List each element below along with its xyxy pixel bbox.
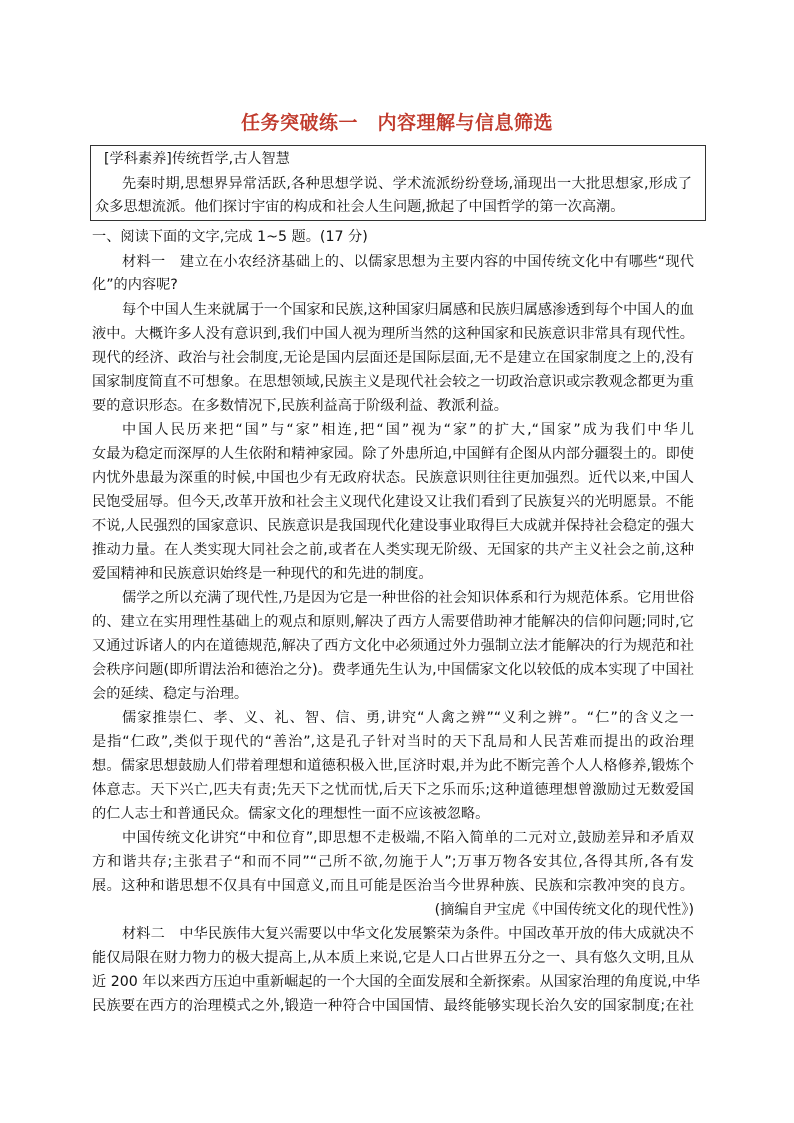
box-text-line: 先秦时期,思想界异常活跃,各种思想学说、学术流派纷纷登场,涌现出一大批思想家,形成了: [122, 176, 692, 192]
body-text-line: 的仁人志士和普通民众。儒家文化的理想性一面不应该被忽略。: [92, 806, 490, 822]
body-text-line: 展。这种和谐思想不仅具有中国意义,而且可能是医治当今世界种族、民族和宗教冲突的良方。: [92, 878, 694, 894]
body-text-line: 体意志。天下兴亡,匹夫有责;先天下之忧而忧,后天下之乐而乐;这种道德理想曾激励过无数爱国: [92, 782, 694, 798]
body-text-line: 能仅局限在财力物力的极大提高上,从本质上来说,它是人口占世界五分之一、具有悠久文明,且从: [92, 950, 694, 966]
body-text-line: 会的延续、稳定与治理。: [92, 686, 249, 702]
body-text-line: 国家制度简直不可想象。在思想领域,民族主义是现代社会较之一切政治意识或宗教观念都更为重: [92, 374, 694, 390]
body-text-line: 化”的内容呢?: [92, 277, 178, 293]
body-text-line: 爱国精神和民族意识始终是一种现代的和先进的制度。: [92, 566, 433, 582]
page-title: 任务突破练一 内容理解与信息筛选: [240, 112, 553, 134]
question-instruction: 一、阅读下面的文字,完成 1~5 题。(17 分): [92, 229, 368, 245]
body-text-line: 会秩序问题(即所谓法治和德治之分)。费孝通先生认为,中国儒家文化以较低的成本实现了中国社: [92, 662, 694, 678]
body-text-line: 内忧外患最为深重的时候,中国也少有无政府状态。民族意识则往往更加强烈。近代以来,中国人: [92, 470, 694, 486]
body-text-line: 中国传统文化讲究“中和位育”,即思想不走极端,不陷入简单的二元对立,鼓励差异和矛盾双: [122, 830, 694, 846]
body-text-line: 推动力量。在人类实现大同社会之前,或者在人类实现无阶级、无国家的共产主义社会之前,这种: [92, 542, 694, 558]
body-text-line: 想。儒家思想鼓励人们带着理想和道德积极入世,匡济时艰,并为此不断完善个人人格修养,锻炼个: [92, 758, 694, 774]
body-text-line: 现代的经济、政治与社会制度,无论是国内层面还是国际层面,无不是建立在国家制度之上的,没有: [92, 350, 694, 366]
body-text-line: 不说,人民强烈的国家意识、民族意识是我国现代化建设事业取得巨大成就并保持社会稳定的强大: [92, 518, 694, 534]
body-text-line: 民饱受屈辱。但今天,改革开放和社会主义现代化建设又让我们看到了民族复兴的光明愿景。不能: [92, 494, 694, 510]
body-text-line: 又通过诉诸人的内在道德规范,解决了西方文化中必须通过外力强制立法才能解决的行为规范和社: [92, 638, 694, 654]
box-heading: [学科素养]传统哲学,古人智慧: [104, 151, 290, 167]
body-text-line: 每个中国人生来就属于一个国家和民族,这种国家归属感和民族归属感渗透到每个中国人的血: [122, 302, 695, 318]
body-text-line: 是指“仁政”,类似于现代的“善治”,这是孔子针对当时的天下乱局和人民苦难而提出的政治理: [92, 734, 694, 750]
body-text-line: 材料一 建立在小农经济基础上的、以儒家思想为主要内容的中国传统文化中有哪些“现代: [122, 254, 694, 270]
body-text-line: 要的意识形态。在多数情况下,民族利益高于阶级利益、教派利益。: [92, 398, 508, 414]
body-text-line: 儒学之所以充满了现代性,乃是因为它是一种世俗的社会知识体系和行为规范体系。它用世俗: [122, 590, 695, 606]
body-text-line: 中国人民历来把“国”与“家”相连,把“国”视为“家”的扩大,“国家”成为我们中华儿: [122, 422, 694, 438]
body-text-line: 近 200 年以来西方压迫中重新崛起的一个大国的全面发展和全新探索。从国家治理的角度说,中华: [92, 974, 701, 990]
source-citation: (摘编自尹宝虎《中国传统文化的现代性》): [434, 902, 694, 918]
box-text-line: 众多思想流派。他们探讨宇宙的构成和社会人生问题,掀起了中国哲学的第一次高潮。: [95, 199, 625, 215]
body-text-line: 儒家推崇仁、孝、义、礼、智、信、勇,讲究“人禽之辨”“义利之辨”。“仁”的含义之一: [122, 710, 694, 726]
body-text-line: 的、建立在实用理性基础上的观点和原则,解决了西方人需要借助神才能解决的信仰问题;同时,它: [92, 614, 694, 630]
body-text-line: 民族要在西方的治理模式之外,锻造一种符合中国国情、最终能够实现长治久安的国家制度;在社: [92, 998, 694, 1014]
body-text-line: 材料二 中华民族伟大复兴需要以中华文化发展繁荣为条件。中国改革开放的伟大成就决不: [122, 926, 694, 942]
body-text-line: 液中。大概许多人没有意识到,我们中国人视为理所当然的这种国家和民族意识非常具有现代性。: [92, 326, 694, 342]
body-text-line: 女最为稳定而深厚的人生依附和精神家园。除了外患所迫,中国鲜有企图从内部分疆裂土的。即使: [92, 446, 694, 462]
body-text-line: 方和谐共存;主张君子“和而不同”“己所不欲,勿施于人”;万事万物各安其位,各得其所,各有发: [92, 854, 694, 870]
